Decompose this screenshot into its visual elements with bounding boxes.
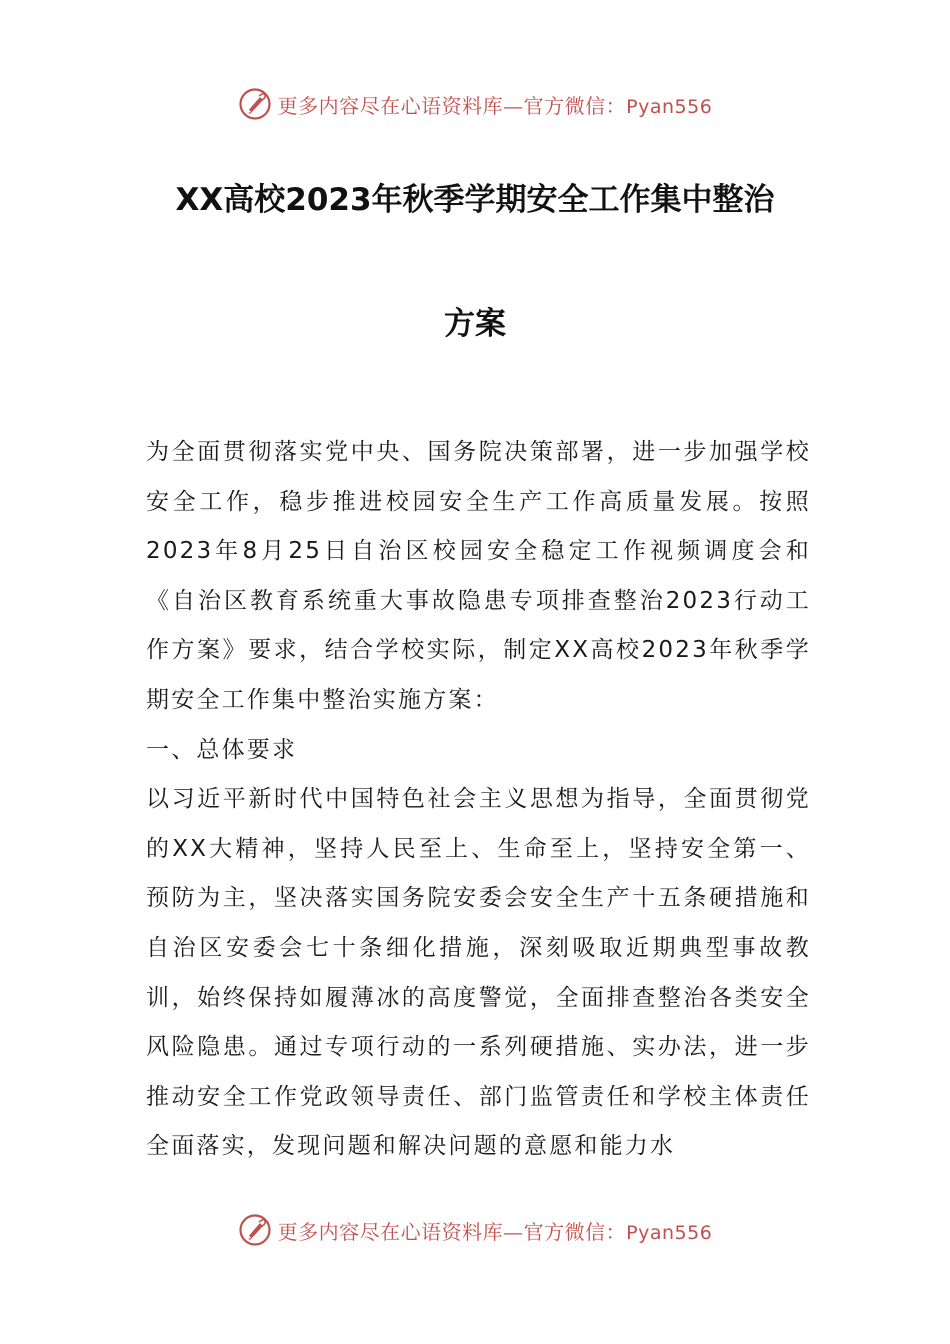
- document-body: [146, 428, 811, 1172]
- watermark-footer: [0, 1210, 950, 1250]
- watermark-wechat-id: Pyan556: [626, 95, 713, 118]
- watermark-wechat-id: Pyan556: [626, 1221, 713, 1244]
- document-title-line-1: XX高校2023年秋季学期安全工作集中整治: [175, 182, 775, 218]
- watermark-header: [0, 84, 950, 124]
- pen-logo-icon: [238, 1213, 272, 1247]
- intro-paragraph: 为全面贯彻落实党中央、国务院决策部署，进一步加强学校安全工作，稳步推进校园安全生产工作高质量发展。按照2023年8月25日自治区校园安全稳定工作视频调度会和《自治区教育系统重大事故隐患专项排查整治2023行动工作方案》要求，结合学校实际，制定XX高校2023年秋季学期安全工作集中整治实施方案：: [146, 439, 811, 713]
- document-title-line-2: 方案: [444, 306, 506, 342]
- general-requirements-paragraph: 以习近平新时代中国特色社会主义思想为指导，全面贯彻党的XX大精神，坚持人民至上、生命至上，坚持安全第一、预防为主，坚决落实国务院安委会安全生产十五条硬措施和自治区安委会七十条细化措施，深刻吸取近期典型事故教训，始终保持如履薄冰的高度警觉，全面排查整治各类安全风险隐患。通过专项行动的一系列硬措施、实办法，进一步推动安全工作党政领导责任、部门监管责任和学校主体责任全面落实，发现问题和解决问题的意愿和能力水: [146, 786, 811, 1160]
- watermark-label: 更多内容尽在心语资料库—官方微信：: [277, 93, 627, 118]
- watermark-text: [278, 1216, 713, 1245]
- watermark-label: 更多内容尽在心语资料库—官方微信：: [277, 1219, 627, 1244]
- watermark-text: [278, 90, 713, 119]
- section-heading-general-requirements: 一、总体要求: [146, 736, 298, 763]
- pen-logo-icon: [238, 87, 272, 121]
